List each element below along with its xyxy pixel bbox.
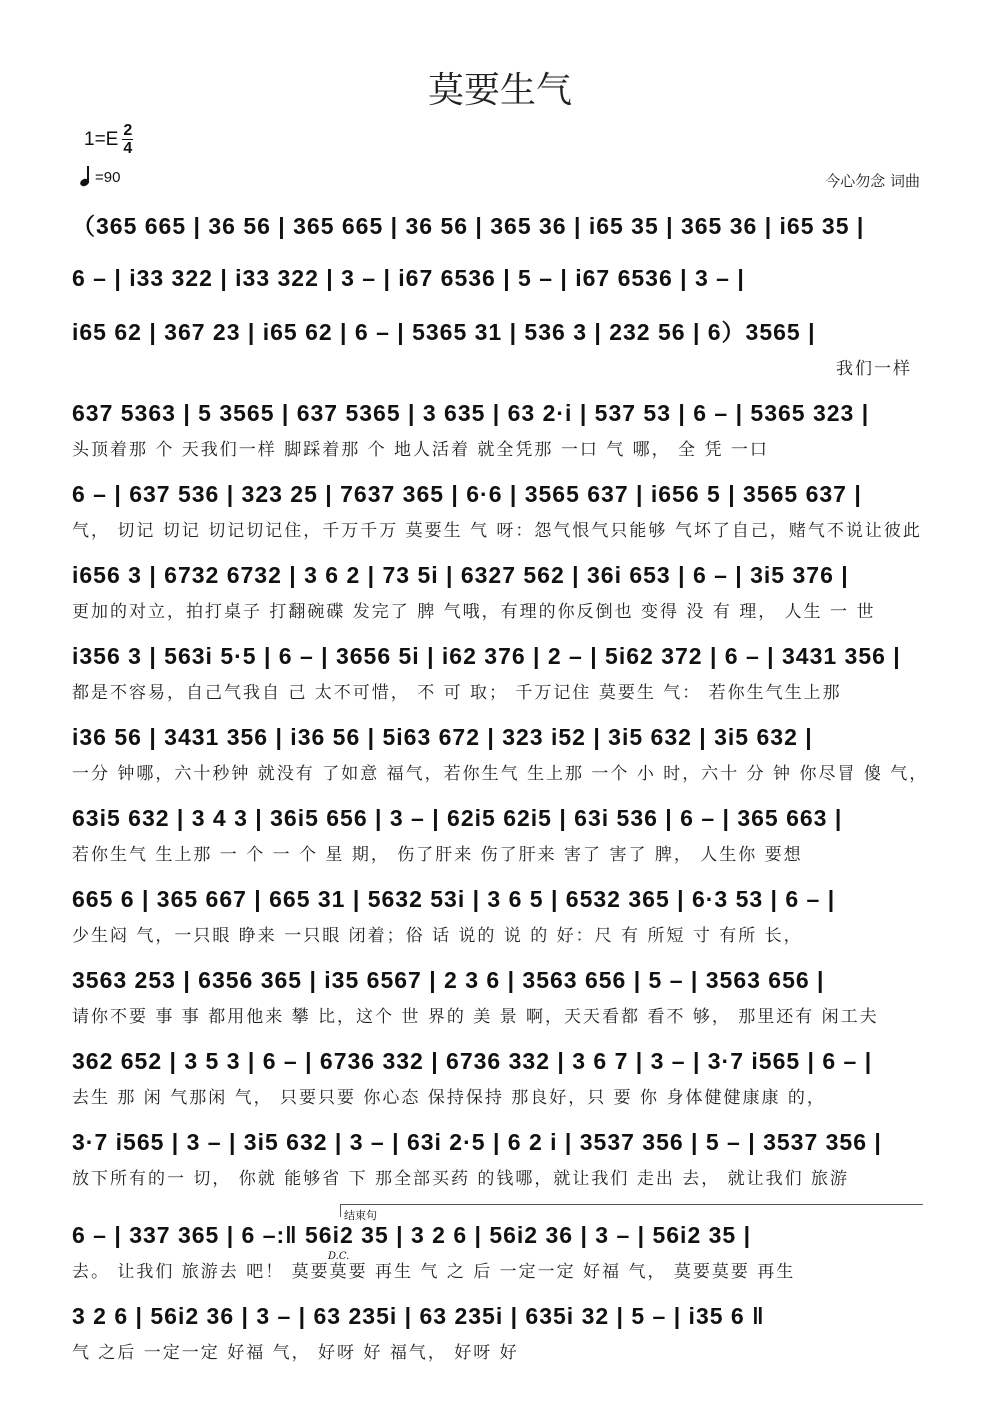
lyrics-line: 更加的对立，拍打桌子 打翻碗碟 发完了 脾 气哦，有理的你反倒也 变得 没 有 理， 人生 一 世 (72, 602, 876, 622)
notation-line: 6 – | i33 322 | i33 322 | 3 – | i67 6536 | 5 – | i67 6536 | 3 – | (72, 265, 745, 291)
notation-line: 665 6 | 365 667 | 665 31 | 5632 53i | 3 6 5 | 6532 365 | 6·3 53 | 6 – | (72, 886, 836, 912)
lyrics-line: 都是不容易，自己气我自 己 太不可惜， 不 可 取； 千万记住 莫要生 气： 若你生气生上那 (72, 683, 842, 703)
notation-line: i656 3 | 6732 6732 | 3 6 2 | 73 5i | 6327 562 | 36i 653 | 6 – | 3i5 376 | (72, 562, 849, 588)
dc-mark: D.C. (328, 1251, 350, 1262)
lyrics-line: 去生 那 闲 气那闲 气， 只要只要 你心态 保持保持 那良好，只 要 你 身体健健康康 的， (72, 1088, 826, 1108)
quarter-note-icon (80, 166, 92, 186)
tempo-value: =90 (95, 169, 121, 186)
time-signature-bottom: 4 (123, 140, 133, 157)
lyrics-line: 若你生气 生上那 一 个 一 个 星 期， 伤了肝来 伤了肝来 害了 害了 脾， 人生你 要想 (72, 845, 803, 865)
lyrics-line: 放下所有的一 切， 你就 能够省 下 那全部买药 的钱哪，就让我们 走出 去， 就让我们 旅游 (72, 1169, 850, 1189)
lyrics-line: 我们一样 (836, 359, 912, 379)
key-signature: 1=E (84, 128, 119, 150)
notation-line: 362 652 | 3 5 3 | 6 – | 6736 332 | 6736 332 | 3 6 7 | 3 – | 3·7 i565 | 6 – | (72, 1048, 873, 1074)
lyrics-line: 少生闷 气，一只眼 睁来 一只眼 闭着；俗 话 说的 说 的 好：尺 有 所短 寸 有所 长， (72, 926, 803, 946)
lyrics-line: 请你不要 事 事 都用他来 攀 比，这个 世 界的 美 景 啊，天天看都 看不 够， 那里还有 闲工夫 (72, 1007, 879, 1027)
lyrics-line: 去。 让我们 旅游去 吧！ 莫要莫要 再生 气 之 后 一定一定 好福 气， 莫要莫要 再生 (72, 1262, 796, 1282)
notation-line: i36 56 | 3431 356 | i36 56 | 5i63 672 | 323 i52 | 3i5 632 | 3i5 632 | (72, 724, 813, 750)
lyrics-line: 气， 切记 切记 切记切记住，千万千万 莫要生 气 呀：怨气恨气只能够 气坏了自己，赌气不说让彼此 (72, 521, 922, 541)
lyrics-line: 气 之后 一定一定 好福 气， 好呀 好 福气， 好呀 好 (72, 1343, 519, 1363)
ending-label: 结束句 (344, 1209, 377, 1222)
time-signature-top: 2 (123, 122, 133, 139)
notation-line: （365 665 | 36 56 | 365 665 | 36 56 | 365 36 | i65 35 | 365 36 | i65 35 | (72, 213, 865, 239)
notation-line: 6 – | 637 536 | 323 25 | 7637 365 | 6·6 | 3565 637 | i656 5 | 3565 637 | (72, 481, 862, 507)
notation-line: 6 – | 337 365 | 6 –:‖ 56i2 35 | 3 2 6 | 56i2 36 | 3 – | 56i2 35 | (72, 1222, 752, 1248)
tempo-marking (80, 166, 120, 186)
lyrics-line: 一分 钟哪，六十秒钟 就没有 了如意 福气，若你生气 生上那 一个 小 时，六十 分 钟 你尽冒 傻 气， (72, 764, 929, 784)
author-credit: 今心勿念 词曲 (825, 172, 920, 190)
song-title: 莫要生气 (427, 70, 572, 111)
lyrics-line: 头顶着那 个 天我们一样 脚踩着那 个 地人活着 就全凭那 一口 气 哪， 全 凭 一口 (72, 440, 769, 460)
notation-line: 3563 253 | 6356 365 | i35 6567 | 2 3 6 | 3563 656 | 5 – | 3563 656 | (72, 967, 825, 993)
notation-line: 3 2 6 | 56i2 36 | 3 – | 63 235i | 63 235i | 635i 32 | 5 – | i35 6 ‖ (72, 1303, 765, 1329)
notation-line: 637 5363 | 5 3565 | 637 5365 | 3 635 | 63 2·i | 537 53 | 6 – | 5365 323 | (72, 400, 870, 426)
notation-line: 63i5 632 | 3 4 3 | 36i5 656 | 3 – | 62i5 62i5 | 63i 536 | 6 – | 365 663 | (72, 805, 843, 831)
key-time-signature (84, 122, 133, 157)
notation-line: i65 62 | 367 23 | i65 62 | 6 – | 5365 31 | 536 3 | 232 56 | 6）3565 | (72, 319, 816, 345)
time-signature (122, 122, 133, 157)
ending-bracket (340, 1204, 923, 1217)
notation-line: i356 3 | 563i 5·5 | 6 – | 3656 5i | i62 376 | 2 – | 5i62 372 | 6 – | 3431 356 | (72, 643, 901, 669)
notation-line: 3·7 i565 | 3 – | 3i5 632 | 3 – | 63i 2·5 | 6 2 i | 3537 356 | 5 – | 3537 356 | (72, 1129, 882, 1155)
